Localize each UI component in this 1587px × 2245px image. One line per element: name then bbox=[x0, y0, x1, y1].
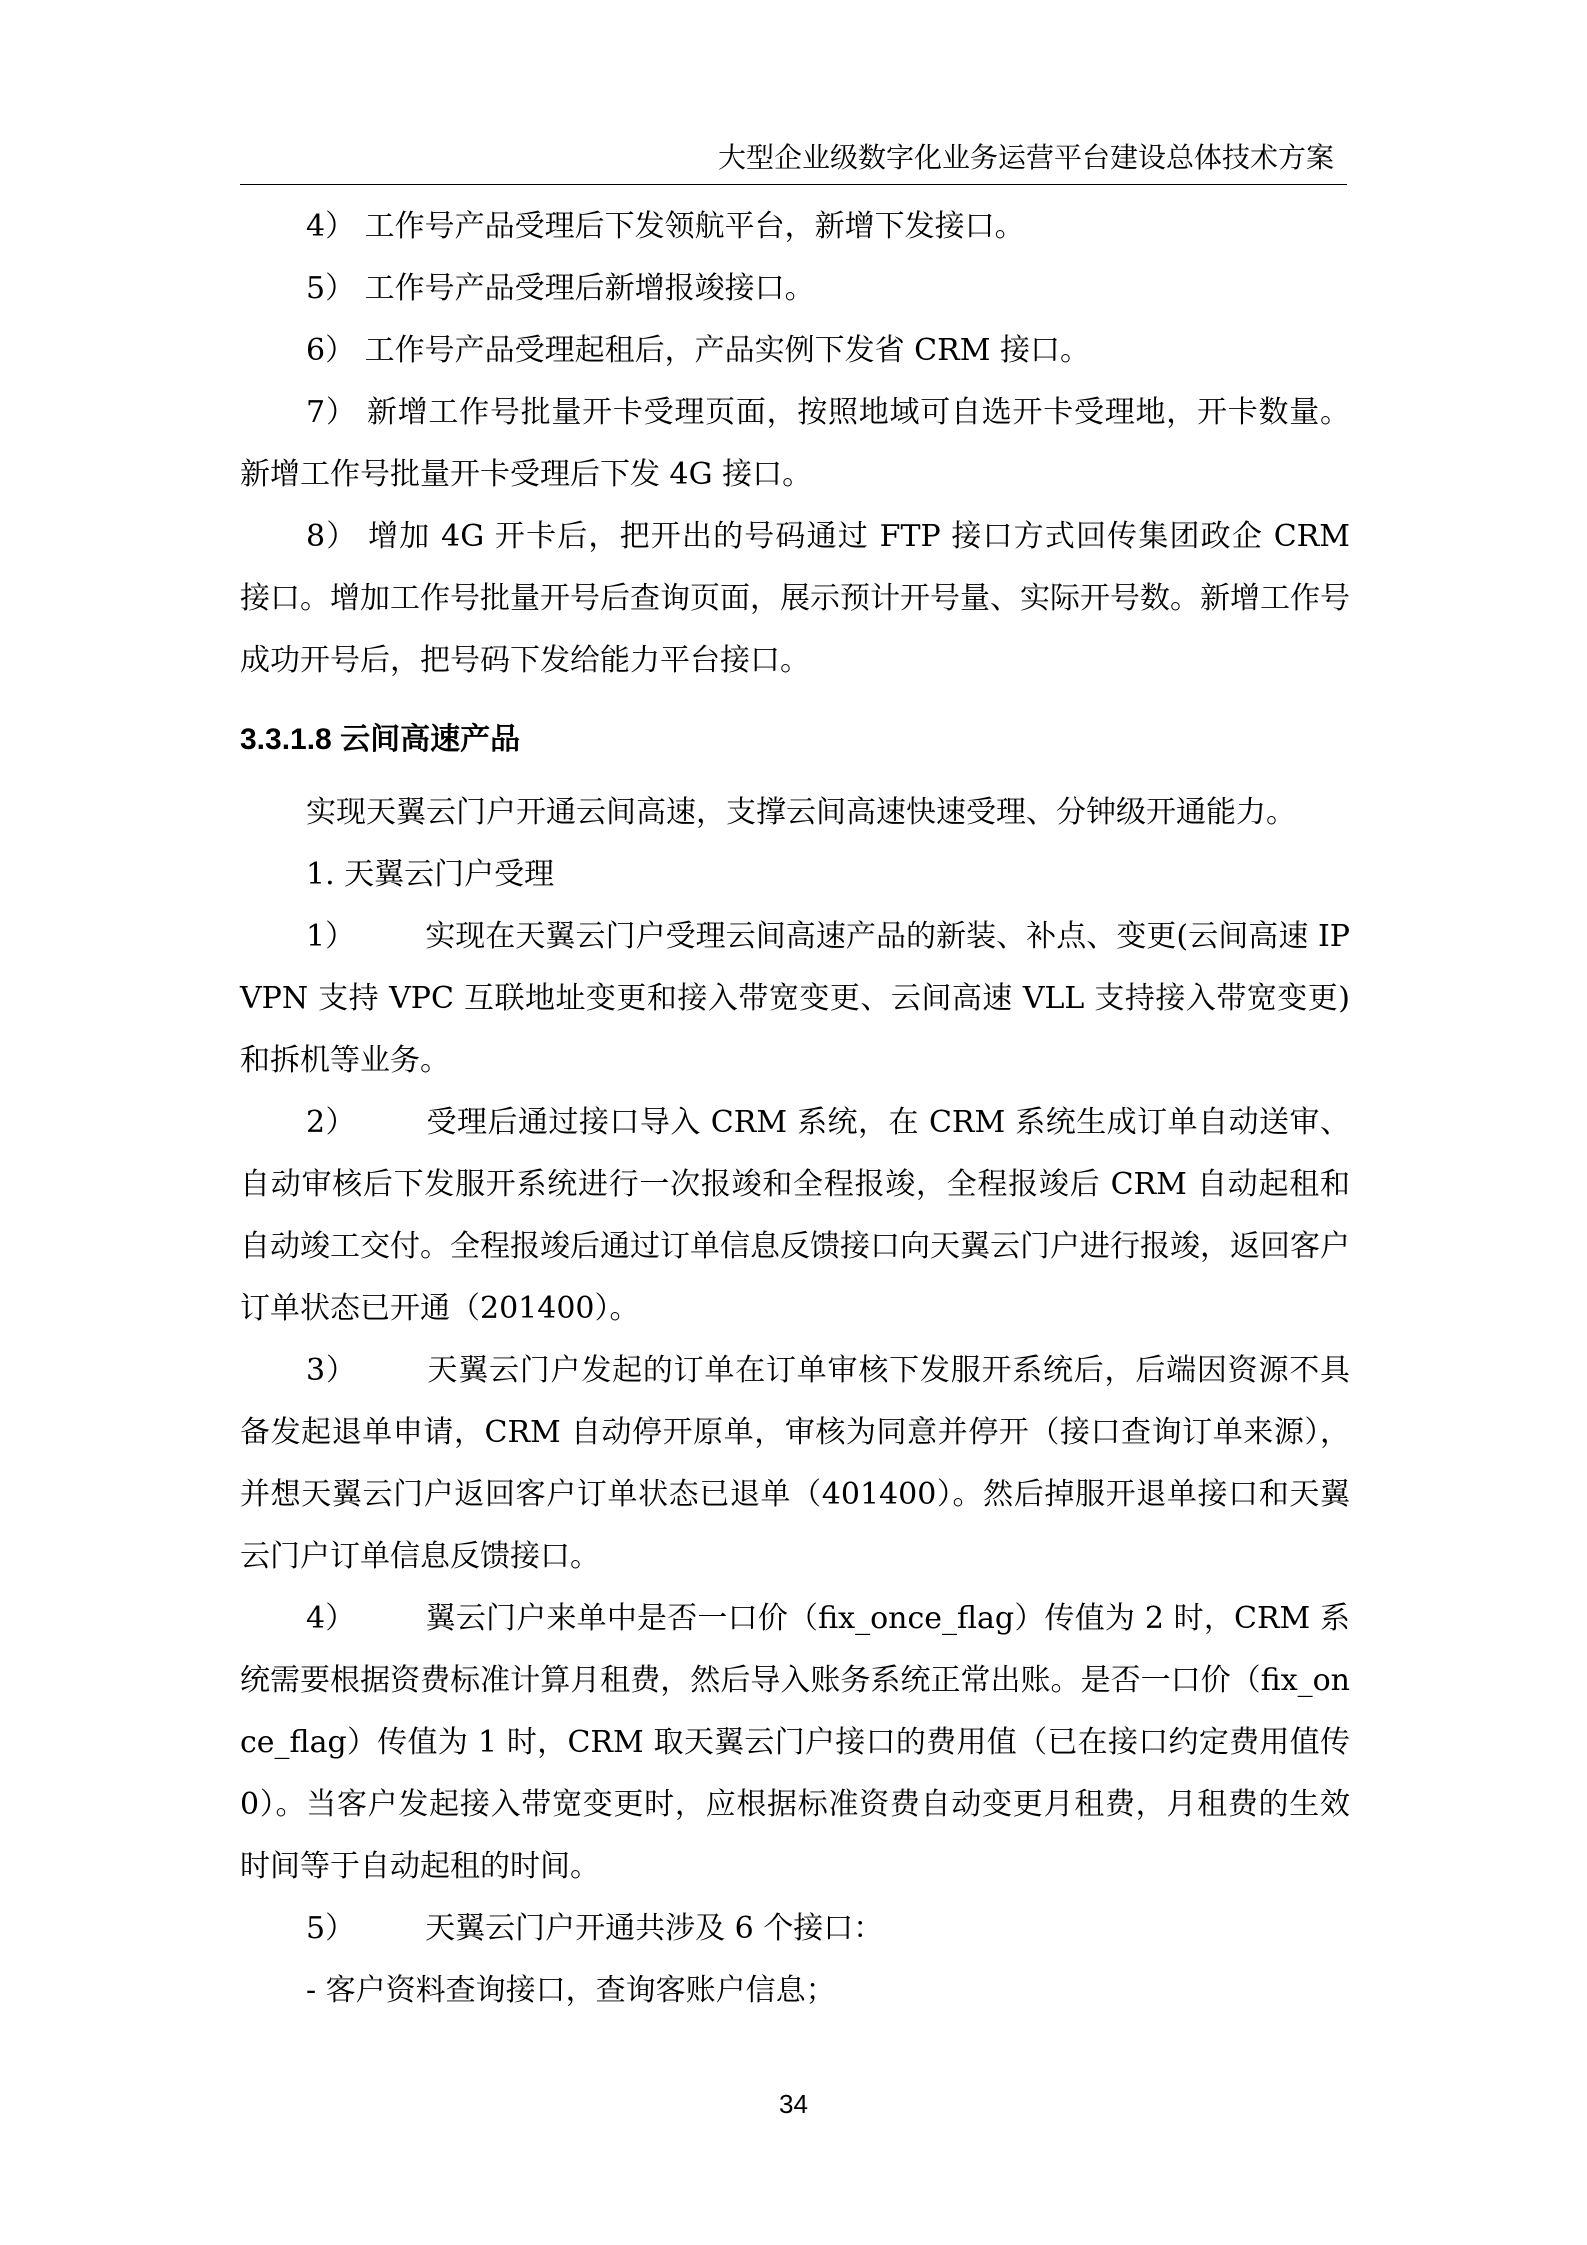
list-item-text: 天翼云门户发起的订单在订单审核下发服开系统后，后端因资源不具备发起退单申请，CRM 自动停开原单，审核为同意并停开（接口查询订单来源），并想天翼云门户返回客户订单状态已退单（401400）。然后掉服开退单接口和天翼云门户订单信息反馈接口。 bbox=[240, 1353, 1351, 1574]
page-number: 34 bbox=[779, 2089, 808, 2119]
list-item-number: 1） bbox=[306, 919, 356, 954]
paragraph-item-5: 5） 工作号产品受理后新增报竣接口。 bbox=[306, 271, 815, 306]
section-heading: 3.3.1.8 云间高速产品 bbox=[240, 723, 521, 756]
paragraph-item-6: 6） 工作号产品受理起租后，产品实例下发省 CRM 接口。 bbox=[306, 333, 1090, 368]
list-item-number: 3） bbox=[306, 1353, 357, 1388]
paragraph-item-8: 8） 增加 4G 开卡后，把开出的号码通过 FTP 接口方式回传集团政企 CRM 接口。增加工作号批量开号后查询页面，展示预计开号量、实际开号数。新增工作号成功开号后，把号码下发给能力平台接口。 bbox=[240, 519, 1350, 678]
header-rule bbox=[240, 184, 1347, 185]
list-item bbox=[240, 1092, 1350, 1340]
list-item bbox=[240, 906, 1350, 1092]
paragraph-item-4: 4） 工作号产品受理后下发领航平台，新增下发接口。 bbox=[306, 209, 1025, 244]
list-item-text: 翼云门户来单中是否一口价（fix_once_flag）传值为 2 时，CRM 系统需要根据资费标准计算月租费，然后导入账务系统正常出账。是否一口价（fix_once_flag）传值为 1 时，CRM 取天翼云门户接口的费用值（已在接口约定费用值传 0）。当客户发起接入带宽变更时，应根据标准资费自动变更月租费，月租费的生效时间等于自动起租的时间。 bbox=[240, 1601, 1351, 1884]
subsection-title: 1. 天翼云门户受理 bbox=[306, 857, 555, 892]
list-item-text: 天翼云门户开通共涉及 6 个接口： bbox=[425, 1911, 884, 1946]
section-intro: 实现天翼云门户开通云间高速，支撑云间高速快速受理、分钟级开通能力。 bbox=[306, 795, 1296, 830]
list-item-text: 实现在天翼云门户受理云间高速产品的新装、补点、变更(云间高速 IPVPN 支持 VPC 互联地址变更和接入带宽变更、云间高速 VLL 支持接入带宽变更)和拆机等业务。 bbox=[240, 919, 1350, 1078]
list-item-text: 受理后通过接口导入 CRM 系统，在 CRM 系统生成订单自动送审、自动审核后下发服开系统进行一次报竣和全程报竣，全程报竣后 CRM 自动起租和自动竣工交付。全程报竣后通过订单信息反馈接口向天翼云门户进行报竣，返回客户订单状态已开通（201400）。 bbox=[240, 1105, 1350, 1326]
list-item bbox=[240, 1340, 1350, 1588]
body-content bbox=[240, 196, 1350, 2022]
list-item-number: 4） bbox=[306, 1601, 356, 1636]
paragraph-item-7: 7） 新增工作号批量开卡受理页面，按照地域可自选开卡受理地，开卡数量。新增工作号批量开卡受理后下发 4G 接口。 bbox=[240, 395, 1350, 492]
list-item bbox=[240, 1898, 1350, 1960]
list-item-number: 2） bbox=[306, 1105, 357, 1140]
list-item-number: 5） bbox=[306, 1911, 356, 1946]
bullet-item: - 客户资料查询接口，查询客账户信息； bbox=[306, 1973, 836, 2008]
running-header: 大型企业级数字化业务运营平台建设总体技术方案 bbox=[717, 141, 1334, 174]
list-item bbox=[240, 1588, 1350, 1898]
